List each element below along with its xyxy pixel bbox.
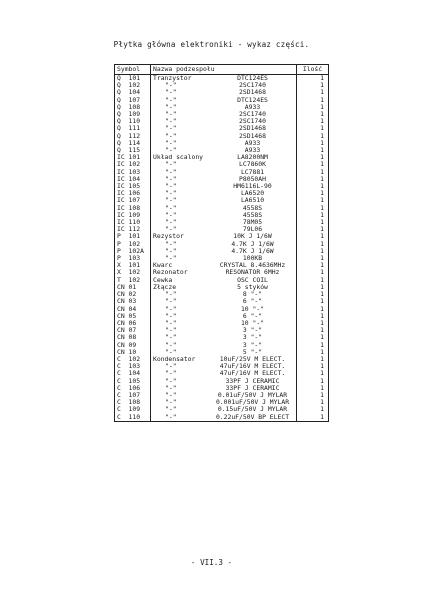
cell-qty: 1 [297,406,329,413]
component-value: LA6520 [240,190,265,198]
component-value: 0.22uF/50V BP ELECT [215,413,290,421]
component-value: 3 "-" [242,334,263,342]
cell-qty: 1 [297,255,329,262]
cell-qty: 1 [297,226,329,233]
cell-name [151,241,297,248]
table-row [115,342,329,349]
component-type: "-" [165,197,177,205]
cell-symbol: CN 02 [115,291,151,298]
cell-qty: 1 [297,125,329,132]
cell-name [151,190,297,197]
component-type: Cewka [153,276,173,284]
component-type: "-" [165,211,177,219]
cell-qty: 1 [297,176,329,183]
cell-qty: 1 [297,118,329,125]
cell-qty: 1 [297,89,329,96]
table-row [115,183,329,190]
cell-name [151,104,297,111]
cell-symbol: IC 103 [115,169,151,176]
page-number: - VII.3 - [190,558,233,567]
component-type: Układ scalony [153,154,204,162]
cell-name [151,147,297,154]
cell-symbol: C 103 [115,363,151,370]
table-row [115,147,329,154]
component-value: 78M05 [242,219,263,227]
cell-qty: 1 [297,205,329,212]
component-type: "-" [165,240,177,248]
cell-qty: 1 [297,313,329,320]
cell-name [151,378,297,385]
cell-qty: 1 [297,111,329,118]
component-type: "-" [165,118,177,126]
cell-qty: 1 [297,277,329,284]
cell-name [151,118,297,125]
component-value: 8 "-" [242,291,263,299]
cell-symbol: CN 09 [115,342,151,349]
cell-symbol: Q 114 [115,140,151,147]
cell-name [151,169,297,176]
cell-symbol: Q 111 [115,125,151,132]
component-type: "-" [165,391,177,399]
component-type: "-" [165,406,177,414]
cell-name [151,284,297,291]
component-value: 4.7K J 1/6W [231,247,274,255]
cell-name [151,176,297,183]
cell-symbol: CN 05 [115,313,151,320]
cell-name [151,248,297,255]
component-type: "-" [165,348,177,356]
cell-name [151,349,297,356]
component-type: "-" [165,111,177,119]
cell-name [151,133,297,140]
cell-qty: 1 [297,320,329,327]
table-row [115,414,329,422]
cell-name [151,277,297,284]
cell-name [151,140,297,147]
cell-name [151,306,297,313]
cell-qty: 1 [297,291,329,298]
table-row [115,161,329,168]
component-type: "-" [165,96,177,104]
cell-symbol: IC 102 [115,161,151,168]
component-type: "-" [165,183,177,191]
table-row [115,320,329,327]
cell-qty: 1 [297,154,329,161]
component-value: 0.01uF/50V J MYLAR [217,391,288,399]
table-row [115,306,329,313]
component-value: 4558S [242,211,263,219]
table-row [115,111,329,118]
table-row [115,298,329,305]
cell-symbol: Q 110 [115,118,151,125]
cell-symbol: T 102 [115,277,151,284]
cell-qty: 1 [297,82,329,89]
component-value: A933 [244,139,261,147]
cell-qty: 1 [297,327,329,334]
cell-symbol: C 105 [115,378,151,385]
component-value: P8050AH [239,175,266,183]
cell-symbol: C 102 [115,356,151,363]
cell-name [151,255,297,262]
cell-symbol: Q 109 [115,111,151,118]
cell-qty: 1 [297,190,329,197]
cell-qty: 1 [297,392,329,399]
cell-name [151,414,297,422]
component-value: 2SD1468 [239,89,266,97]
cell-qty: 1 [297,147,329,154]
cell-qty: 1 [297,363,329,370]
component-type: "-" [165,82,177,90]
component-value: A933 [244,147,261,155]
table-row [115,104,329,111]
component-type: "-" [165,384,177,392]
cell-name [151,406,297,413]
cell-symbol: IC 112 [115,226,151,233]
component-type: "-" [165,175,177,183]
cell-name [151,197,297,204]
cell-qty: 1 [297,75,329,83]
cell-name [151,313,297,320]
component-type: Złącze [153,283,177,291]
component-type: "-" [165,204,177,212]
table-row [115,269,329,276]
cell-name [151,205,297,212]
table-row [115,262,329,269]
cell-symbol: IC 110 [115,219,151,226]
table-row [115,75,329,83]
component-type: "-" [165,103,177,111]
cell-symbol: Q 101 [115,75,151,83]
cell-name [151,327,297,334]
component-type: Rezonator [153,269,188,277]
component-value: 6 "-" [242,298,263,306]
component-value: 33PF J CERAMIC [225,384,280,392]
component-type: "-" [165,377,177,385]
component-type: "-" [165,125,177,133]
cell-qty: 1 [297,169,329,176]
cell-symbol: P 102 [115,241,151,248]
cell-name [151,125,297,132]
component-type: "-" [165,219,177,227]
component-value: 4558S [242,204,263,212]
cell-symbol: X 102 [115,269,151,276]
cell-name [151,111,297,118]
cell-qty: 1 [297,298,329,305]
cell-name [151,183,297,190]
cell-name [151,370,297,377]
cell-name [151,320,297,327]
cell-qty: 1 [297,378,329,385]
component-value: A933 [244,103,261,111]
component-value: 3 "-" [242,327,263,335]
header-qty: Ilość [297,65,329,75]
cell-qty: 1 [297,104,329,111]
cell-symbol: IC 109 [115,212,151,219]
cell-qty: 1 [297,183,329,190]
cell-name [151,392,297,399]
cell-name [151,154,297,161]
cell-name [151,356,297,363]
component-value: LC7860K [239,161,266,169]
table-row [115,284,329,291]
component-value: 47uF/16V M ELECT. [219,370,286,378]
table-row [115,248,329,255]
cell-symbol: C 104 [115,370,151,377]
cell-symbol: Q 108 [115,104,151,111]
cell-symbol: CN 01 [115,284,151,291]
cell-symbol: C 110 [115,414,151,422]
cell-symbol: CN 04 [115,306,151,313]
table-row [115,406,329,413]
component-value: LA8200NM [237,154,268,162]
component-type: "-" [165,327,177,335]
cell-name [151,233,297,240]
component-type: "-" [165,247,177,255]
cell-symbol: IC 107 [115,197,151,204]
table-row [115,219,329,226]
cell-symbol: Q 102 [115,82,151,89]
cell-qty: 1 [297,370,329,377]
table-row [115,233,329,240]
table-row [115,190,329,197]
cell-qty: 1 [297,399,329,406]
table-row [115,241,329,248]
cell-qty: 1 [297,248,329,255]
component-value: 0.001uF/50V J MYLAR [215,399,290,407]
cell-name [151,219,297,226]
cell-symbol: IC 104 [115,176,151,183]
component-value: 100KB [242,255,263,263]
table-row [115,89,329,96]
cell-name [151,342,297,349]
parts-table [114,64,329,422]
component-value: 0.15uF/50V J MYLAR [217,406,288,414]
cell-qty: 1 [297,262,329,269]
cell-name [151,363,297,370]
table-row [115,176,329,183]
component-value: LC7881 [240,168,265,176]
component-type: "-" [165,341,177,349]
cell-symbol: Q 112 [115,133,151,140]
cell-name [151,334,297,341]
cell-name [151,97,297,104]
component-value: 79L06 [242,226,263,234]
table-row [115,140,329,147]
cell-qty: 1 [297,385,329,392]
cell-symbol: Q 104 [115,89,151,96]
component-type: "-" [165,190,177,198]
cell-name [151,89,297,96]
table-row [115,378,329,385]
cell-qty: 1 [297,284,329,291]
component-type: "-" [165,298,177,306]
table-row [115,327,329,334]
cell-symbol: C 107 [115,392,151,399]
cell-qty: 1 [297,414,329,422]
cell-symbol: C 106 [115,385,151,392]
table-row [115,97,329,104]
cell-symbol: P 103 [115,255,151,262]
component-value: 33PF J CERAMIC [225,377,280,385]
cell-name [151,262,297,269]
cell-name [151,226,297,233]
component-value: 10 "-" [240,319,265,327]
cell-qty: 1 [297,349,329,356]
component-value: 10uF/25V M ELECT. [219,355,286,363]
component-value: 2SC1740 [239,111,266,119]
cell-qty: 1 [297,356,329,363]
table-row [115,169,329,176]
cell-symbol: Q 115 [115,147,151,154]
component-value: 2SD1468 [239,125,266,133]
cell-qty: 1 [297,342,329,349]
cell-name [151,399,297,406]
cell-name [151,161,297,168]
table-row [115,82,329,89]
cell-qty: 1 [297,133,329,140]
component-value: 2SD1468 [239,132,266,140]
cell-symbol: IC 101 [115,154,151,161]
table-row [115,197,329,204]
component-type: "-" [165,370,177,378]
component-type: "-" [165,334,177,342]
component-type: "-" [165,413,177,421]
component-value: LA6510 [240,197,265,205]
cell-symbol: P 101 [115,233,151,240]
cell-qty: 1 [297,233,329,240]
table-header-row [115,65,329,75]
table-row [115,370,329,377]
table-row [115,226,329,233]
table-row [115,349,329,356]
cell-symbol: IC 108 [115,205,151,212]
component-value: 4.7K J 1/6W [231,240,274,248]
component-type: Tranzystor [153,74,192,82]
cell-qty: 1 [297,219,329,226]
component-value: 3 "-" [242,341,263,349]
cell-symbol: CN 07 [115,327,151,334]
table-row [115,399,329,406]
cell-name [151,291,297,298]
component-value: 5 "-" [242,348,263,356]
component-type: Kwarc [153,262,173,270]
component-type: "-" [165,319,177,327]
component-value: CRYSTAL 8.4636MHz [219,262,286,270]
component-value: 5 styków [237,283,268,291]
table-row [115,118,329,125]
cell-symbol: Q 107 [115,97,151,104]
component-value: RESONATOR 6MHz [225,269,280,277]
cell-name [151,385,297,392]
header-name: Nazwa podzespołu [151,65,297,75]
component-type: "-" [165,226,177,234]
component-value: 6 "-" [242,312,263,320]
component-type: "-" [165,291,177,299]
table-row [115,313,329,320]
cell-symbol: IC 105 [115,183,151,190]
cell-symbol: X 101 [115,262,151,269]
cell-symbol: CN 10 [115,349,151,356]
cell-qty: 1 [297,212,329,219]
table-row [115,125,329,132]
table-row [115,392,329,399]
component-type: "-" [165,147,177,155]
cell-symbol: C 108 [115,399,151,406]
table-row [115,212,329,219]
cell-name [151,75,297,83]
component-type: "-" [165,363,177,371]
component-value: HM6116L-90 [233,183,272,191]
component-value: DTC124ES [237,96,268,104]
cell-qty: 1 [297,197,329,204]
component-type: "-" [165,139,177,147]
table-row [115,255,329,262]
cell-name [151,82,297,89]
header-symbol: Symbol [115,65,151,75]
component-value: 47uF/16V M ELECT. [219,363,286,371]
table-row [115,277,329,284]
table-row [115,334,329,341]
component-type: "-" [165,255,177,263]
component-value: 10 "-" [240,305,265,313]
table-row [115,154,329,161]
table-row [115,385,329,392]
cell-qty: 1 [297,306,329,313]
cell-name [151,298,297,305]
table-row [115,291,329,298]
component-value: 2SC1740 [239,82,266,90]
component-type: Kondensator [153,355,196,363]
cell-symbol: IC 106 [115,190,151,197]
component-type: "-" [165,399,177,407]
component-type: "-" [165,132,177,140]
component-type: "-" [165,305,177,313]
component-type: "-" [165,161,177,169]
cell-qty: 1 [297,269,329,276]
cell-symbol: CN 08 [115,334,151,341]
cell-name [151,212,297,219]
component-value: 2SC1740 [239,118,266,126]
cell-symbol: CN 03 [115,298,151,305]
component-value: 10K J 1/6W [233,233,272,241]
cell-qty: 1 [297,161,329,168]
cell-symbol: CN 06 [115,320,151,327]
page-title: Płytka główna elektroniki - wykaz części. [113,40,310,49]
table-row [115,133,329,140]
cell-name [151,269,297,276]
component-type: Rezystor [153,233,184,241]
cell-qty: 1 [297,334,329,341]
table-row [115,356,329,363]
cell-symbol: C 109 [115,406,151,413]
component-type: "-" [165,312,177,320]
component-value: DTC124ES [237,74,268,82]
table-row [115,205,329,212]
table-row [115,363,329,370]
cell-qty: 1 [297,140,329,147]
component-type: "-" [165,168,177,176]
cell-symbol: P 102A [115,248,151,255]
component-type: "-" [165,89,177,97]
cell-qty: 1 [297,97,329,104]
cell-qty: 1 [297,241,329,248]
component-value: OSC COIL [237,276,268,284]
